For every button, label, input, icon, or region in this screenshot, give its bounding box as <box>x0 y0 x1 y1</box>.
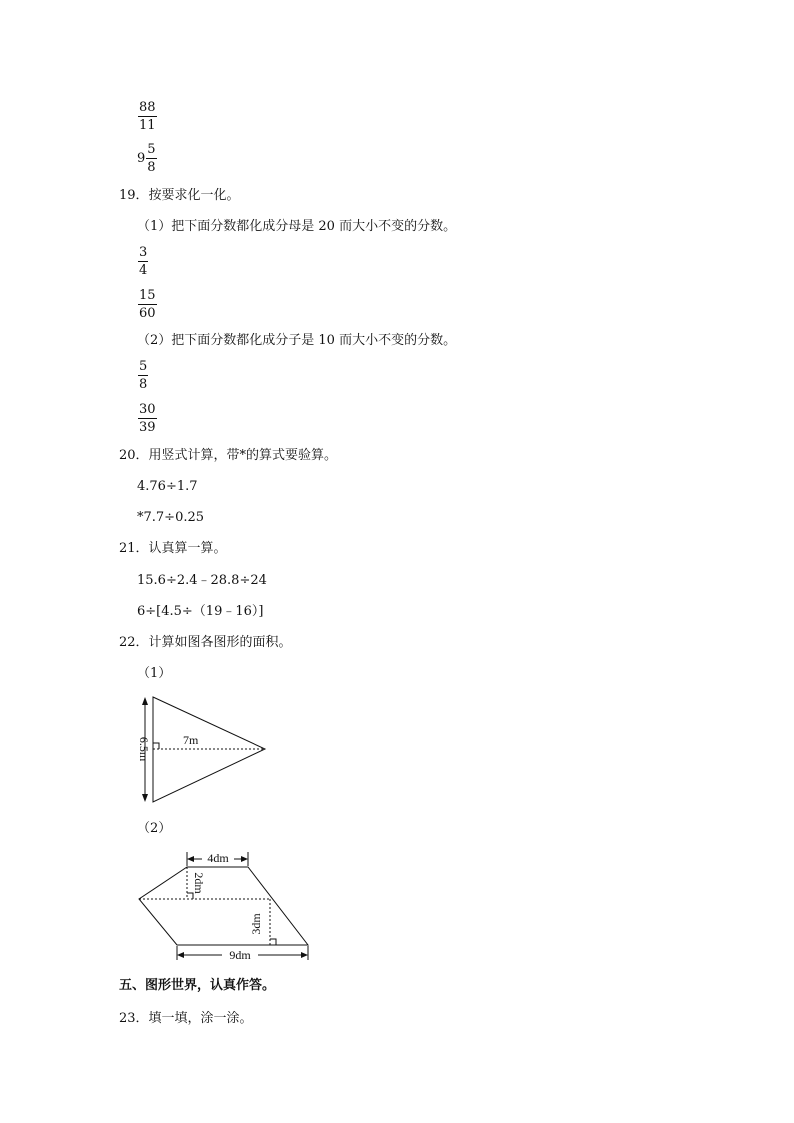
question-20-item-1: 4.76÷1.7 <box>137 479 198 494</box>
quadrilateral-shape <box>139 867 308 945</box>
section-5-heading: 五、图形世界，认真作答。 <box>119 978 276 993</box>
right-angle-mark-upper <box>187 893 193 899</box>
bottom-length-label: 9dm <box>229 948 251 962</box>
question-19-title: 19．按要求化一化。 <box>119 188 240 203</box>
question-21-item-2: 6÷[4.5÷（19﹣16）] <box>137 604 264 619</box>
question-22-part2: （2） <box>137 821 172 836</box>
right-angle-mark-lower <box>270 939 276 945</box>
fraction-numerator: 88 <box>139 100 156 115</box>
fraction-denominator: 11 <box>139 118 156 133</box>
question-22-part1: （1） <box>137 666 172 681</box>
question-19-part2: （2）把下面分数都化成分子是 10 而大小不变的分数。 <box>137 333 457 348</box>
question-23-title: 23．填一填，涂一涂。 <box>119 1011 253 1026</box>
triangle-base-label: 7m <box>183 733 199 747</box>
question-22-title: 22．计算如图各图形的面积。 <box>119 635 292 650</box>
fraction-30-39: 30 39 <box>139 402 156 435</box>
question-20-title: 20．用竖式计算，带*的算式要验算。 <box>119 448 338 463</box>
fraction-15-60: 15 60 <box>139 288 156 321</box>
question-20-item-2: *7.7÷0.25 <box>137 510 205 525</box>
top-length-label: 4dm <box>207 851 229 865</box>
fraction-denominator: 8 <box>147 160 156 175</box>
height-3dm-label: 3dm <box>249 913 263 935</box>
question-21-title: 21．认真算一算。 <box>119 541 227 556</box>
fraction-3-4: 3 4 <box>139 245 148 278</box>
question-19-part1: （1）把下面分数都化成分母是 20 而大小不变的分数。 <box>137 219 457 234</box>
fraction-5-8: 5 8 <box>139 359 148 392</box>
height-2dm-label: 2dm <box>192 872 206 894</box>
mixed-whole: 9 <box>137 151 146 166</box>
fraction-numerator: 5 <box>147 142 156 157</box>
question-21-item-1: 15.6÷2.4﹣28.8÷24 <box>137 573 267 588</box>
triangle-height-label: 6.5m <box>137 736 151 762</box>
